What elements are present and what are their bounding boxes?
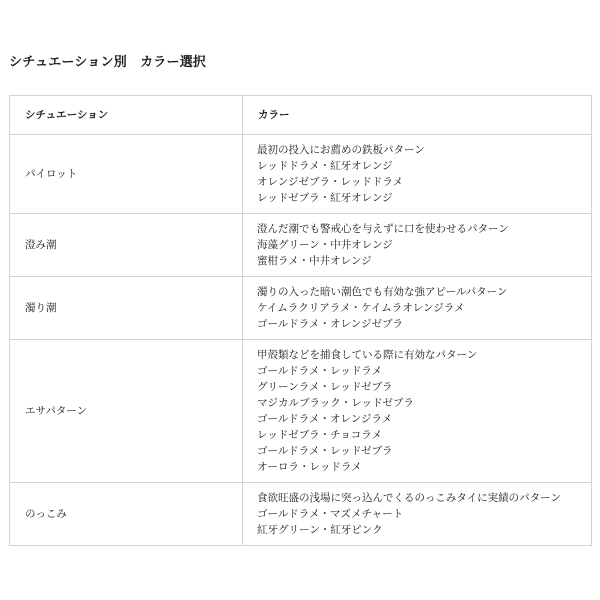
color-combination: ゴールドラメ・レッドラメ (257, 365, 383, 377)
table-row (10, 277, 592, 340)
pattern-description: 濁りの入った暗い潮色でも有効な強アピールパターン (257, 286, 508, 298)
color-cell (243, 214, 592, 277)
color-combination: ゴールドラメ・オレンジラメ (257, 413, 393, 425)
color-cell (243, 483, 592, 546)
pattern-description: 甲殻類などを捕食している際に有効なパターン (257, 349, 478, 361)
header-color: カラー (243, 96, 592, 135)
situation-cell: のっこみ (10, 483, 243, 546)
color-selection-table (9, 95, 592, 546)
table-row (10, 135, 592, 214)
color-cell (243, 135, 592, 214)
pattern-description: 澄んだ潮でも警戒心を与えずに口を使わせるパターン (257, 223, 509, 235)
table-header-row (10, 96, 592, 135)
color-cell (243, 277, 592, 340)
color-cell (243, 340, 592, 483)
situation-cell: エサパターン (10, 340, 243, 483)
table-row (10, 483, 592, 546)
color-combination: 紅牙グリーン・紅牙ピンク (257, 524, 383, 536)
color-combination: 蜜柑ラメ・中井オレンジ (257, 255, 372, 267)
color-combination: 海藻グリーン・中井オレンジ (257, 239, 393, 251)
color-combination: ゴールドラメ・レッドゼブラ (257, 445, 393, 457)
table-row (10, 340, 592, 483)
color-combination: ケイムラクリアラメ・ケイムラオレンジラメ (257, 302, 465, 314)
pattern-description: 食欲旺盛の浅場に突っ込んでくるのっこみタイに実績のパターン (257, 492, 561, 504)
color-combination: オレンジゼブラ・レッドドラメ (257, 176, 404, 188)
color-combination: グリーンラメ・レッドゼブラ (257, 381, 393, 393)
table-body (10, 135, 592, 546)
situation-cell: 澄み潮 (10, 214, 243, 277)
pattern-description: 最初の投入にお薦めの鉄板パターン (257, 144, 425, 156)
color-combination: レッドドラメ・紅牙オレンジ (257, 160, 393, 172)
color-combination: ゴールドラメ・マズメチャート (257, 508, 404, 520)
page-title: シチュエーション別 カラー選択 (9, 55, 207, 70)
table-row (10, 214, 592, 277)
color-combination: マジカルブラック・レッドゼブラ (257, 397, 414, 409)
situation-cell: パイロット (10, 135, 243, 214)
situation-cell: 濁り潮 (10, 277, 243, 340)
color-combination: レッドゼブラ・チョコラメ (257, 429, 382, 441)
color-combination: オーロラ・レッドラメ (257, 461, 362, 473)
color-combination: レッドゼブラ・紅牙オレンジ (257, 192, 393, 204)
color-combination: ゴールドラメ・オレンジゼブラ (257, 318, 403, 330)
header-situation: シチュエーション (10, 96, 243, 135)
